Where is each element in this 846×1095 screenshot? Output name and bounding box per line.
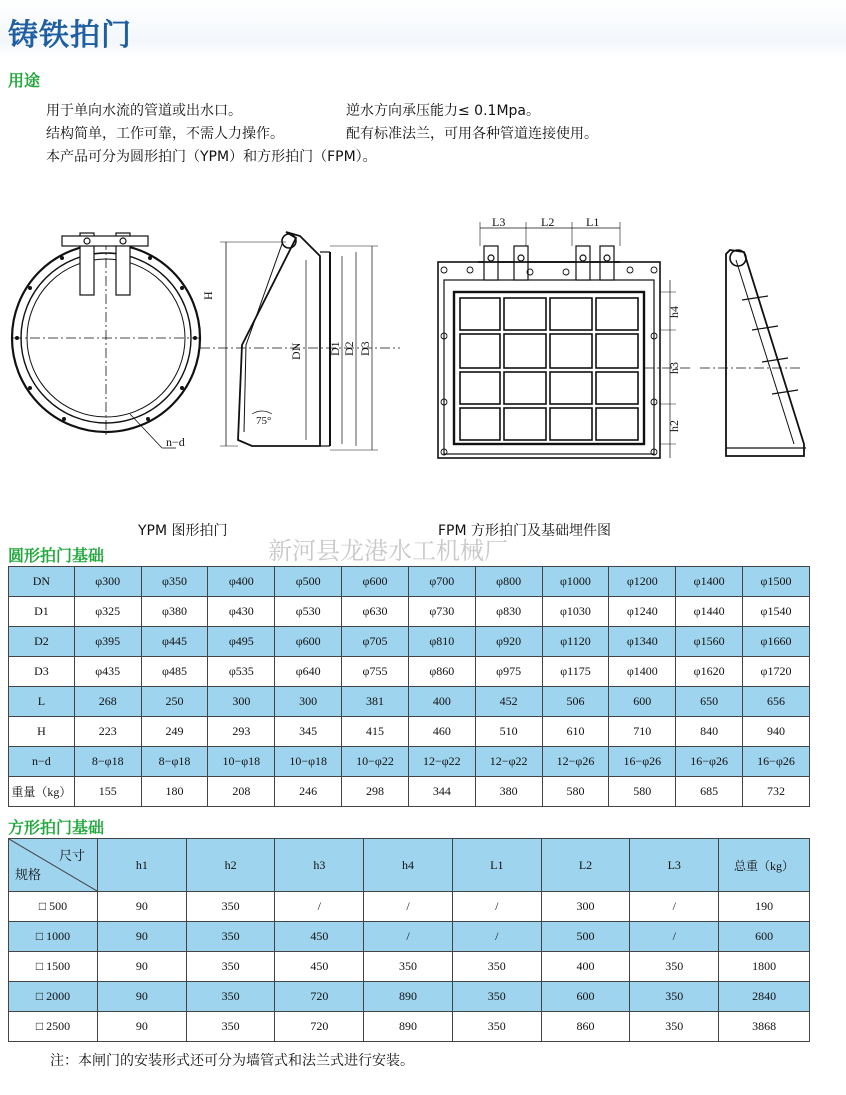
table-cell: 16−φ26 — [743, 747, 810, 777]
table-cell: 90 — [98, 922, 187, 952]
h-label: H — [201, 291, 215, 300]
table-cell: φ600 — [275, 627, 342, 657]
table-cell: φ860 — [408, 657, 475, 687]
round-table-row — [9, 687, 810, 717]
d3-label: D3 — [358, 341, 372, 356]
angle-label: 75° — [256, 415, 272, 427]
row-label-cell: □ 500 — [9, 892, 98, 922]
row-label-cell: n−d — [9, 747, 75, 777]
table-cell: 10−φ22 — [342, 747, 409, 777]
table-cell: 400 — [541, 952, 630, 982]
round-table-row — [9, 657, 810, 687]
table-cell: 268 — [74, 687, 141, 717]
table-cell: φ1500 — [743, 567, 810, 597]
l3-label: L3 — [492, 215, 506, 229]
table-cell: 450 — [275, 952, 364, 982]
table-cell: 90 — [98, 982, 187, 1012]
table-cell: / — [630, 892, 719, 922]
table-cell: 246 — [275, 777, 342, 807]
table-cell: φ1540 — [743, 597, 810, 627]
table-cell: 350 — [452, 1012, 541, 1042]
table-cell: 300 — [275, 687, 342, 717]
table-cell: φ485 — [141, 657, 208, 687]
table-cell: 350 — [364, 952, 453, 982]
fpm-front-view — [438, 222, 692, 458]
installation-note: 注：本闸门的安装形式还可分为墙管式和法兰式进行安装。 — [50, 1053, 414, 1069]
table-cell: 720 — [275, 1012, 364, 1042]
page-title: 铸铁拍门 — [8, 18, 132, 53]
table-cell: 600 — [609, 687, 676, 717]
l2-label: L2 — [541, 215, 555, 229]
column-header: h1 — [98, 839, 187, 892]
technical-drawings — [0, 210, 846, 480]
dn-label: DN — [289, 342, 303, 360]
table-cell: φ640 — [275, 657, 342, 687]
table-cell: 450 — [275, 922, 364, 952]
table-cell: 344 — [408, 777, 475, 807]
table-cell: 16−φ26 — [609, 747, 676, 777]
d1-label: D1 — [328, 341, 342, 356]
square-door-table — [8, 838, 810, 1042]
table-cell: φ1400 — [676, 567, 743, 597]
table-cell: φ975 — [475, 657, 542, 687]
column-header: L1 — [452, 839, 541, 892]
table-cell: 350 — [630, 1012, 719, 1042]
table-cell: φ395 — [74, 627, 141, 657]
row-label-cell: 重量（kg） — [9, 777, 75, 807]
table-cell: 350 — [452, 952, 541, 982]
round-table-row — [9, 627, 810, 657]
table-cell: φ1720 — [743, 657, 810, 687]
table-cell: φ1240 — [609, 597, 676, 627]
table-cell: φ1000 — [542, 567, 609, 597]
column-header: 总重（kg） — [719, 839, 810, 892]
table-cell: φ400 — [208, 567, 275, 597]
table-cell: 380 — [475, 777, 542, 807]
round-table-row — [9, 597, 810, 627]
row-label-cell: □ 1000 — [9, 922, 98, 952]
fpm-side-view — [700, 250, 806, 456]
table-cell: φ705 — [342, 627, 409, 657]
row-label-cell: L — [9, 687, 75, 717]
table-cell: φ435 — [74, 657, 141, 687]
watermark: 新河县龙港水工机械厂 — [268, 537, 508, 565]
usage-line-1-right: 逆水方向承压能力≤ 0.1Mpa。 — [346, 103, 540, 119]
table-cell: φ430 — [208, 597, 275, 627]
table-cell: φ1200 — [609, 567, 676, 597]
table-cell: 298 — [342, 777, 409, 807]
table-cell: 249 — [141, 717, 208, 747]
corner-bottom-label: 规格 — [15, 867, 42, 882]
table-cell: 890 — [364, 982, 453, 1012]
table-cell: φ700 — [408, 567, 475, 597]
table-cell: φ600 — [342, 567, 409, 597]
table-cell: 685 — [676, 777, 743, 807]
square-table-row — [9, 952, 810, 982]
table-cell: 350 — [186, 952, 275, 982]
table-cell: 890 — [364, 1012, 453, 1042]
table-cell: 940 — [743, 717, 810, 747]
row-label-cell: D3 — [9, 657, 75, 687]
table-cell: 10−φ18 — [208, 747, 275, 777]
table-cell: 460 — [408, 717, 475, 747]
round-table-row — [9, 717, 810, 747]
table-cell: 16−φ26 — [676, 747, 743, 777]
column-header: h2 — [186, 839, 275, 892]
table-cell: 345 — [275, 717, 342, 747]
table-cell: φ325 — [74, 597, 141, 627]
square-table-header-row — [9, 839, 810, 892]
usage-line-2-right: 配有标准法兰，可用各种管道连接使用。 — [346, 126, 598, 142]
table-cell: 293 — [208, 717, 275, 747]
round-table-heading: 圆形拍门基础 — [8, 546, 105, 565]
table-cell: φ495 — [208, 627, 275, 657]
table-cell: φ1340 — [609, 627, 676, 657]
usage-heading: 用途 — [8, 71, 41, 90]
table-cell: 350 — [186, 892, 275, 922]
table-cell: 350 — [186, 1012, 275, 1042]
square-table-row — [9, 892, 810, 922]
table-cell: 10−φ18 — [275, 747, 342, 777]
table-cell: φ1440 — [676, 597, 743, 627]
square-table-heading: 方形拍门基础 — [8, 818, 105, 837]
usage-line-1-left: 用于单向水流的管道或出水口。 — [46, 103, 242, 119]
table-cell: 350 — [630, 982, 719, 1012]
table-cell: 506 — [542, 687, 609, 717]
table-cell: φ1120 — [542, 627, 609, 657]
row-label-cell: D2 — [9, 627, 75, 657]
column-header: h3 — [275, 839, 364, 892]
ypm-front-view — [12, 233, 200, 448]
row-label-cell: □ 2000 — [9, 982, 98, 1012]
table-cell: φ1620 — [676, 657, 743, 687]
table-cell: 300 — [541, 892, 630, 922]
table-cell: 190 — [719, 892, 810, 922]
table-cell: φ730 — [408, 597, 475, 627]
table-cell: φ800 — [475, 567, 542, 597]
table-cell: 840 — [676, 717, 743, 747]
table-cell: φ1175 — [542, 657, 609, 687]
round-door-table — [8, 566, 810, 807]
table-cell: 452 — [475, 687, 542, 717]
table-cell: 580 — [609, 777, 676, 807]
table-cell: φ810 — [408, 627, 475, 657]
round-table-row — [9, 747, 810, 777]
table-cell: φ1400 — [609, 657, 676, 687]
table-cell: φ530 — [275, 597, 342, 627]
table-cell: 250 — [141, 687, 208, 717]
table-cell: / — [275, 892, 364, 922]
table-cell: / — [364, 892, 453, 922]
table-cell: 860 — [541, 1012, 630, 1042]
table-cell: 510 — [475, 717, 542, 747]
table-cell: φ380 — [141, 597, 208, 627]
table-cell: φ830 — [475, 597, 542, 627]
n-d-label: n−d — [166, 435, 185, 449]
row-label-cell: □ 2500 — [9, 1012, 98, 1042]
table-cell: 381 — [342, 687, 409, 717]
table-cell: φ755 — [342, 657, 409, 687]
table-cell: φ445 — [141, 627, 208, 657]
table-cell: 208 — [208, 777, 275, 807]
table-cell: φ500 — [275, 567, 342, 597]
table-cell: 720 — [275, 982, 364, 1012]
table-cell: 90 — [98, 952, 187, 982]
ypm-side-view — [200, 232, 400, 450]
table-cell: 223 — [74, 717, 141, 747]
column-header: L2 — [541, 839, 630, 892]
table-cell: 732 — [743, 777, 810, 807]
table-cell: 580 — [542, 777, 609, 807]
table-cell: / — [452, 922, 541, 952]
table-cell: 180 — [141, 777, 208, 807]
fpm-caption: FPM 方形拍门及基础埋件图 — [438, 523, 612, 539]
table-cell: 90 — [98, 892, 187, 922]
table-cell: / — [630, 922, 719, 952]
table-cell: φ1030 — [542, 597, 609, 627]
square-table-row — [9, 1012, 810, 1042]
table-cell: 12−φ22 — [408, 747, 475, 777]
table-cell: φ920 — [475, 627, 542, 657]
round-table-row — [9, 567, 810, 597]
table-cell: φ630 — [342, 597, 409, 627]
column-header: L3 — [630, 839, 719, 892]
table-cell: φ350 — [141, 567, 208, 597]
row-label-cell: □ 1500 — [9, 952, 98, 982]
table-cell: 350 — [452, 982, 541, 1012]
table-cell: φ535 — [208, 657, 275, 687]
row-label-cell: DN — [9, 567, 75, 597]
table-cell: 600 — [719, 922, 810, 952]
table-cell: 12−φ22 — [475, 747, 542, 777]
table-cell: 500 — [541, 922, 630, 952]
table-cell: 350 — [630, 952, 719, 982]
table-cell: / — [452, 892, 541, 922]
l1-label: L1 — [586, 215, 600, 229]
table-cell: 710 — [609, 717, 676, 747]
table-cell: 155 — [74, 777, 141, 807]
table-cell: φ1660 — [743, 627, 810, 657]
table-cell: 3868 — [719, 1012, 810, 1042]
h4-label: h4 — [667, 306, 681, 318]
table-cell: 415 — [342, 717, 409, 747]
row-label-cell: H — [9, 717, 75, 747]
table-cell: φ300 — [74, 567, 141, 597]
table-cell: 90 — [98, 1012, 187, 1042]
h3-label: h3 — [667, 362, 681, 374]
corner-cell — [9, 839, 98, 892]
table-cell: 2840 — [719, 982, 810, 1012]
row-label-cell: D1 — [9, 597, 75, 627]
table-cell: / — [364, 922, 453, 952]
ypm-caption: YPM 图形拍门 — [138, 523, 228, 539]
table-cell: φ1560 — [676, 627, 743, 657]
table-cell: 656 — [743, 687, 810, 717]
table-cell: 650 — [676, 687, 743, 717]
usage-line-2-left: 结构简单，工作可靠，不需人力操作。 — [46, 126, 284, 142]
d2-label: D2 — [342, 341, 356, 356]
table-cell: 12−φ26 — [542, 747, 609, 777]
round-table-row — [9, 777, 810, 807]
square-table-row — [9, 982, 810, 1012]
table-cell: 300 — [208, 687, 275, 717]
table-cell: 610 — [542, 717, 609, 747]
table-cell: 1800 — [719, 952, 810, 982]
table-cell: 8−φ18 — [74, 747, 141, 777]
table-cell: 400 — [408, 687, 475, 717]
h2-label: h2 — [667, 420, 681, 432]
square-table-row — [9, 922, 810, 952]
table-cell: 8−φ18 — [141, 747, 208, 777]
table-cell: 350 — [186, 982, 275, 1012]
table-cell: 600 — [541, 982, 630, 1012]
table-cell: 350 — [186, 922, 275, 952]
column-header: h4 — [364, 839, 453, 892]
usage-line-3: 本产品可分为圆形拍门（YPM）和方形拍门（FPM）。 — [46, 149, 377, 165]
corner-top-label: 尺寸 — [58, 848, 85, 863]
